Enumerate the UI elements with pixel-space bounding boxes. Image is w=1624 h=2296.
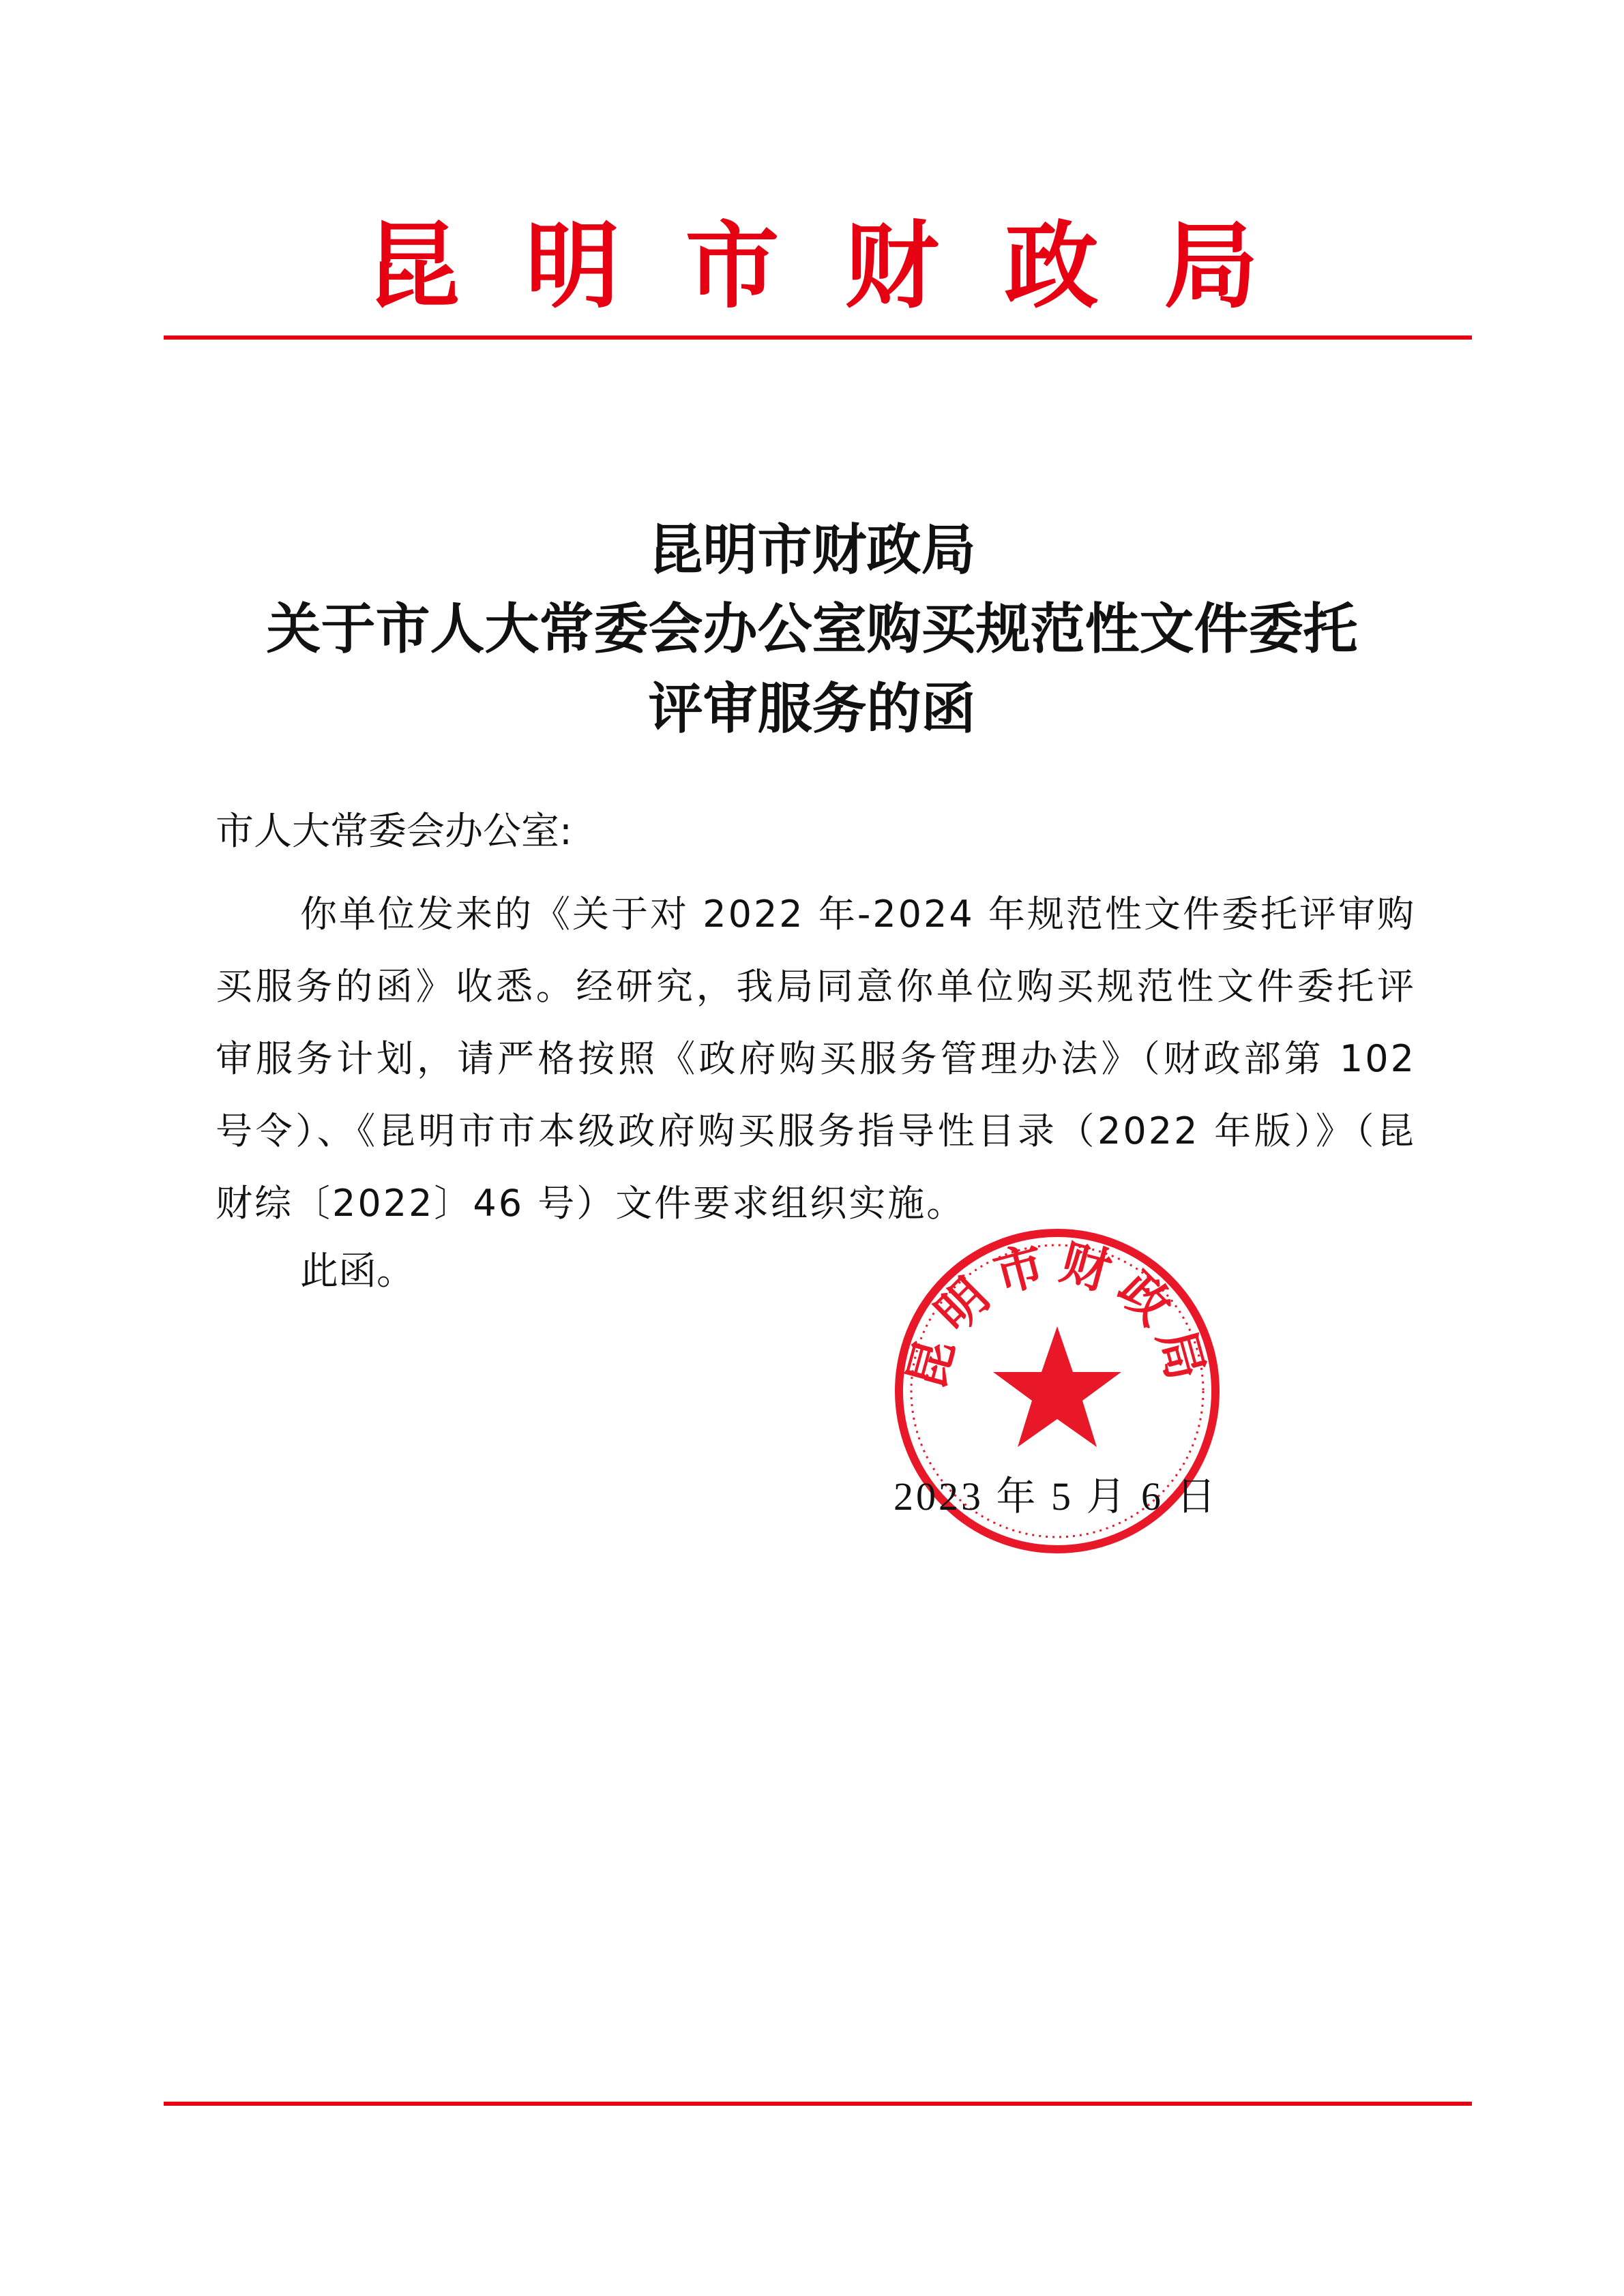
closing-text: 此函。 (300, 1249, 415, 1294)
salutation: 市人大常委会办公室: (216, 809, 572, 854)
letterhead-org-name: 昆明市财政局 (366, 210, 1324, 321)
document-title-line-2: 关于市人大常委会办公室购买规范性文件委托 (266, 597, 1358, 661)
seal-star-icon (993, 1326, 1121, 1447)
document-title-line-3: 评审服务的函 (648, 676, 976, 741)
footer-red-rule (164, 2102, 1472, 2106)
document-date: 2023 年 5 月 6 日 (894, 1474, 1219, 1519)
seal-text: 昆明市财政局 (896, 1233, 1218, 1395)
letterhead-red-rule (164, 336, 1472, 340)
document-title-line-1: 昆明市财政局 (648, 518, 976, 582)
body-paragraph: 你单位发来的《关于对 2022 年-2024 年规范性文件委托评审购买服务的函》收悉。经研究，我局同意你单位购买规范性文件委托评审服务计划，请严格按照《政府购买服务管理办法》（财政部第 102 号令）、《昆明市市本级政府购买服务指导性目录（2022 年版）》（昆财综〔2022〕46 号）文件要求组织实施。 (216, 893, 1416, 1225)
